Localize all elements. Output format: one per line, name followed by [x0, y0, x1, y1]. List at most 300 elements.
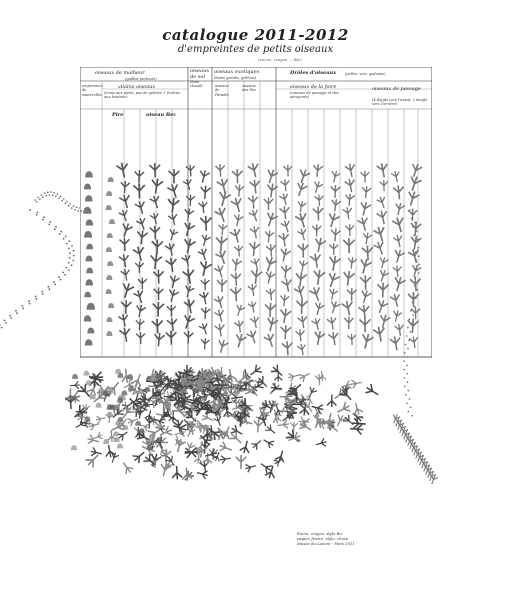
footprint — [364, 383, 381, 399]
footprint-dot — [36, 214, 38, 216]
footprint — [136, 217, 149, 232]
footprint-dot — [408, 411, 410, 413]
footprint — [106, 317, 112, 322]
footprint — [392, 248, 405, 264]
footprint — [85, 171, 93, 177]
footprint — [315, 438, 328, 449]
footprint-dot — [52, 194, 54, 196]
footprint — [181, 254, 193, 268]
footprint — [278, 232, 290, 247]
footprint — [410, 277, 422, 292]
footprint — [197, 247, 209, 261]
footprint — [107, 233, 113, 238]
footprint — [119, 238, 129, 252]
footprint — [234, 184, 244, 197]
footprint — [169, 169, 180, 183]
footprint — [310, 253, 323, 269]
footprint — [342, 207, 353, 220]
footprint — [327, 395, 336, 407]
footprint — [264, 168, 278, 185]
footprint-dot — [415, 268, 417, 270]
footprint — [358, 258, 373, 275]
footprint — [106, 205, 112, 210]
subheader-sauterelles: empreintes de sauterelles — [82, 84, 103, 97]
header-droles-sub: (pelles, vies, godemis) — [345, 72, 386, 76]
footprint — [279, 192, 291, 206]
footprint-dot — [409, 209, 411, 211]
footprint-dot — [44, 192, 46, 194]
footprint-dot — [403, 369, 405, 371]
footprint — [392, 216, 407, 234]
footprint — [248, 208, 261, 223]
footprint — [86, 219, 93, 225]
footprint — [230, 258, 242, 272]
footprint — [280, 219, 292, 233]
footprint — [311, 180, 323, 194]
footprint — [330, 228, 341, 242]
footprint — [325, 272, 340, 289]
footprint — [265, 316, 279, 332]
footprint — [135, 319, 144, 331]
footprint — [89, 372, 103, 383]
footprint — [139, 428, 145, 433]
footprint-dot — [9, 315, 11, 317]
footprint — [391, 170, 402, 183]
footprint — [248, 364, 263, 379]
footprint-dot — [10, 317, 12, 319]
footprint-dot — [63, 238, 65, 240]
footprint-dot — [417, 281, 419, 283]
header-malheur-sub: (gadbis porteurs) — [125, 77, 157, 81]
footprint-dot — [60, 279, 62, 281]
footprint-dot — [68, 248, 70, 250]
footprint — [409, 264, 421, 278]
footprint — [373, 240, 387, 256]
footprint-dot — [403, 377, 405, 379]
footprint-dot — [41, 194, 43, 196]
footprint-dot — [68, 205, 70, 207]
footprint — [360, 171, 369, 183]
subheader-iles: oiseaux des îles — [242, 84, 256, 93]
footprint — [230, 287, 241, 302]
footprint-dot — [68, 262, 70, 264]
footprint-dot — [413, 234, 415, 236]
footprint — [296, 168, 311, 185]
footprint-dot — [59, 233, 61, 235]
footprint-dot — [411, 323, 413, 325]
footprint-dot — [47, 286, 49, 288]
footprint — [116, 162, 130, 179]
footprint — [248, 242, 260, 257]
footprint — [380, 180, 389, 191]
footprint — [214, 309, 226, 324]
footprint-dot — [414, 243, 416, 245]
footprint — [359, 289, 372, 304]
footprint-dot — [16, 312, 18, 314]
footprint-dot — [48, 224, 50, 226]
footprint-dot — [418, 255, 420, 257]
footprint — [297, 228, 309, 242]
footprint — [121, 390, 127, 395]
footprint — [230, 196, 245, 213]
footprint — [248, 195, 259, 209]
footprint — [345, 193, 355, 206]
footprint — [154, 287, 164, 300]
header-exotiques-sub: (bains gardés, grillons) — [214, 76, 257, 80]
footprint — [95, 414, 106, 423]
credit-line-2: papier, feutre, stylo, chose — [297, 536, 349, 541]
footprint — [232, 213, 243, 227]
footprint — [347, 257, 357, 270]
footprint — [375, 298, 389, 314]
footprint-dot — [413, 213, 415, 215]
footprint — [86, 279, 93, 285]
footprint — [96, 403, 102, 408]
footprint — [135, 262, 144, 273]
footprint — [200, 216, 212, 231]
footprint — [106, 289, 112, 294]
footprint — [121, 300, 132, 314]
footprint — [83, 207, 91, 214]
footprint — [345, 224, 354, 236]
footprint — [327, 316, 338, 330]
footprint — [358, 304, 370, 319]
page-subnote: (encre, crayon ... Bic) — [258, 57, 302, 62]
footprint — [198, 201, 208, 213]
footprint — [327, 255, 341, 272]
footprint-dot — [64, 274, 66, 276]
footprint — [107, 261, 113, 266]
footprint — [278, 247, 291, 263]
footprint — [149, 254, 162, 270]
footprint — [250, 438, 263, 451]
footprint — [71, 445, 77, 450]
footprint — [136, 230, 148, 245]
footprint — [247, 162, 261, 178]
footprint-dot — [407, 348, 409, 350]
footprint — [113, 431, 119, 436]
footprint — [184, 299, 197, 314]
subheader-paradis: oiseaux de Paradis — [215, 84, 229, 97]
footprint — [216, 177, 230, 194]
footprint — [87, 328, 94, 334]
footprint — [166, 288, 179, 303]
footprint-dot — [36, 212, 38, 214]
footprint-dot — [68, 240, 70, 242]
footprint — [183, 178, 194, 191]
footprint-dot — [409, 331, 411, 333]
footprint-dot — [411, 302, 413, 304]
footprint — [246, 329, 260, 345]
footprint — [151, 239, 162, 254]
footprint-dot — [49, 221, 51, 223]
footprint — [391, 309, 402, 322]
footprint — [249, 179, 261, 194]
footprint — [341, 300, 355, 317]
footprint-dot — [412, 314, 414, 316]
subheader-passage-sub: (4 doigts vers l'avant, 2 doigts vers l'arrière) — [372, 98, 428, 107]
footprint-dot — [69, 203, 71, 205]
header-sol-sub: (bain chaud) — [190, 80, 203, 89]
footprint — [150, 212, 161, 225]
footprint-dot — [50, 191, 52, 193]
footprint — [158, 462, 171, 477]
footprint — [294, 284, 307, 300]
subheader-vilains-sub: (trous aux pieds, pas de pelotes + feutres aux boutons) — [104, 91, 181, 100]
footprint — [345, 163, 357, 178]
footprint — [214, 264, 227, 279]
footprint-dot — [410, 310, 412, 312]
subheader-bec: oiseau Bec — [146, 112, 177, 118]
footprint — [315, 194, 324, 206]
footprint-dot — [65, 267, 67, 269]
footprint — [108, 177, 114, 182]
footprint — [86, 268, 93, 274]
footprint — [83, 371, 89, 376]
footprint-dot — [60, 231, 62, 233]
footprint — [135, 421, 141, 426]
footprint — [360, 275, 371, 290]
footprint-dot — [58, 197, 60, 199]
footprint — [295, 212, 310, 229]
footprint-dot — [411, 218, 413, 220]
footprint — [347, 334, 356, 346]
footprint — [298, 243, 309, 258]
footprint — [262, 436, 276, 449]
footprint — [119, 327, 132, 343]
footprint — [407, 175, 422, 193]
footprint — [181, 313, 195, 330]
footprint — [214, 206, 229, 224]
footprint — [275, 449, 287, 463]
footprint — [376, 196, 388, 210]
footprint-dot — [406, 365, 408, 367]
footprint-dot — [416, 230, 418, 232]
footprint-dot — [55, 196, 57, 198]
credit-line-3: Musée du Louvre - Paris 2011 — [297, 541, 355, 546]
footprint-dot — [417, 239, 419, 241]
footprint — [196, 469, 209, 480]
footprint-dot — [416, 289, 418, 291]
footprint-dot — [410, 407, 412, 409]
footprint-dot — [37, 197, 39, 199]
footprint-dot — [66, 243, 68, 245]
footprint — [138, 278, 147, 290]
footprint-dot — [71, 207, 73, 209]
footprint-dot — [73, 255, 75, 257]
footprint — [106, 331, 112, 336]
footprint-dot — [409, 318, 411, 320]
footprint-dot — [79, 207, 81, 209]
footprint — [297, 315, 308, 329]
footprint — [313, 206, 324, 220]
footprint — [311, 317, 323, 331]
footprint-dot — [68, 269, 70, 271]
footprint — [264, 197, 273, 210]
subheader-foire: oiseaux de la foire — [290, 84, 337, 90]
footprint — [183, 208, 194, 221]
footprint — [290, 422, 298, 432]
footprint — [182, 268, 196, 285]
footprint — [230, 424, 245, 438]
footprint — [330, 185, 340, 198]
footprint — [216, 190, 231, 207]
footprint-dot — [69, 252, 71, 254]
footprint — [134, 170, 144, 183]
footprint-dot — [76, 207, 78, 209]
footprint — [407, 318, 419, 333]
footprint — [263, 332, 277, 348]
footprint-dot — [72, 260, 74, 262]
footprint-dot — [34, 199, 36, 201]
footprint — [409, 235, 421, 250]
footprint — [392, 276, 406, 293]
footprint — [228, 430, 245, 446]
footprint — [167, 197, 180, 213]
footprint — [266, 244, 276, 257]
footprint — [165, 257, 177, 272]
footprint — [133, 289, 146, 305]
footprint — [167, 317, 178, 331]
footprint-dot — [408, 339, 410, 341]
footprint-dot — [404, 386, 406, 388]
footprint — [298, 260, 308, 273]
footprint — [343, 238, 355, 253]
footprint-dot — [53, 192, 55, 194]
footprint-dot — [1, 327, 3, 329]
footprint — [150, 178, 163, 194]
footprint-dot — [413, 293, 415, 295]
footprint — [152, 302, 164, 317]
footprint — [295, 329, 305, 342]
footprint — [85, 195, 93, 201]
footprint — [250, 316, 261, 329]
footprint — [328, 300, 341, 315]
footprint-dot — [415, 260, 417, 262]
footprint — [358, 201, 371, 217]
footprint — [173, 438, 186, 454]
footprint-dot — [414, 222, 416, 224]
footprint — [166, 330, 177, 344]
footprint — [296, 299, 308, 314]
footprint — [294, 181, 308, 197]
footprint-dot — [36, 201, 38, 203]
footprint — [88, 420, 101, 431]
footprint-dot — [41, 291, 43, 293]
footprint-dot — [407, 356, 409, 358]
footprint — [279, 308, 292, 324]
footprint — [200, 307, 210, 320]
footprint — [86, 380, 92, 385]
footprint-dot — [406, 335, 408, 337]
footprint — [411, 307, 420, 319]
footprint — [326, 212, 340, 229]
footprint-dot — [406, 373, 408, 375]
footprint — [253, 419, 264, 433]
footprint — [361, 186, 371, 199]
footprint — [152, 319, 163, 334]
footprint — [183, 284, 195, 298]
footprint — [250, 257, 261, 270]
footprint-dot — [42, 219, 44, 221]
footprint — [215, 164, 225, 177]
footprint — [198, 322, 210, 336]
footprint — [297, 343, 307, 356]
footprint — [218, 223, 228, 235]
footprint — [329, 170, 340, 184]
credit-line-1: Encre, crayon, stylo Bic — [297, 531, 343, 536]
footprint — [250, 226, 261, 240]
footprint — [409, 162, 423, 178]
footprint — [280, 325, 291, 339]
footprint-dot — [71, 245, 73, 247]
footprint-dot — [405, 344, 407, 346]
footprint — [357, 216, 370, 232]
footprint — [313, 301, 325, 316]
footprint-dot — [42, 293, 44, 295]
footprint — [248, 283, 259, 296]
footprint — [362, 245, 374, 260]
footprint — [295, 271, 307, 287]
footprint-dot — [15, 310, 17, 312]
footprint — [186, 195, 195, 207]
footprint-dot — [54, 284, 56, 286]
footprint — [217, 279, 227, 293]
subheader-pire: Pire — [112, 112, 124, 118]
footprint-dot — [418, 264, 420, 266]
footprint — [347, 288, 357, 301]
footprint — [165, 242, 177, 257]
header-exotiques: oiseaux exotiques — [214, 69, 260, 75]
footprint — [262, 255, 277, 273]
footprint-dot — [411, 415, 413, 417]
footprint-dot — [407, 327, 409, 329]
footprint — [106, 275, 112, 280]
footprint — [248, 301, 258, 314]
footprint — [85, 339, 93, 345]
footprint — [373, 326, 387, 343]
footprint — [373, 225, 388, 242]
footprint — [377, 269, 389, 283]
footprint — [236, 455, 247, 469]
footprint — [390, 293, 403, 308]
footprint — [134, 304, 146, 318]
footprint — [312, 269, 325, 285]
footprint-dot — [403, 360, 405, 362]
footprint-dot — [54, 228, 56, 230]
footprint — [312, 164, 323, 178]
credit-note — [297, 531, 355, 546]
header-malheur: oiseaux de malheur — [95, 70, 145, 76]
footprint-dot — [48, 288, 50, 290]
footprint — [393, 265, 402, 277]
footprint — [144, 387, 150, 392]
footprint — [378, 256, 389, 269]
footprint — [359, 318, 370, 333]
footprint-dot — [66, 201, 68, 203]
footprint — [200, 338, 209, 350]
footprint-dot — [49, 194, 51, 196]
footprint — [405, 190, 420, 207]
page-title: catalogue 2011-2012 — [162, 26, 349, 44]
footprint — [70, 381, 80, 389]
footprint — [214, 295, 227, 310]
footprint-dot — [0, 324, 1, 326]
footprint — [200, 185, 211, 199]
footprint — [183, 331, 193, 344]
footprint-dot — [69, 257, 71, 259]
footprint — [264, 211, 279, 228]
